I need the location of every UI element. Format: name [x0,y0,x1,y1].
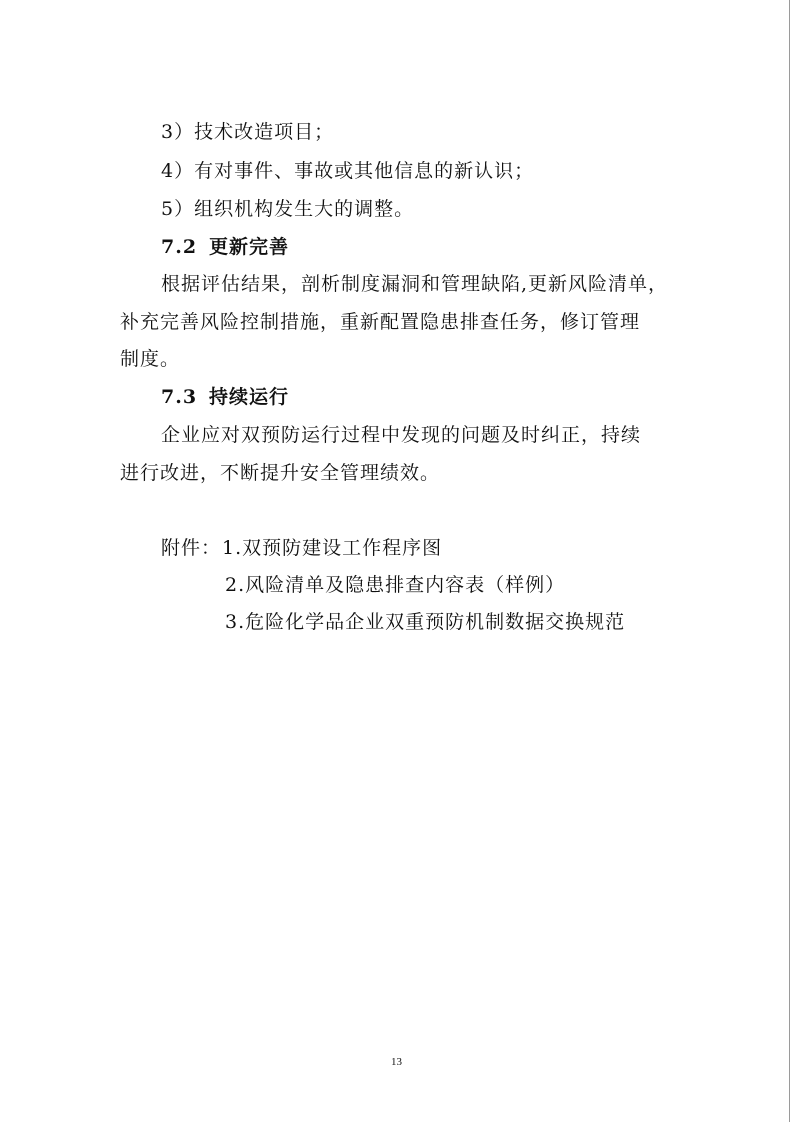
list-item-4: 4）有对事件、事故或其他信息的新认识； [161,160,535,182]
scan-edge-line [789,0,790,1122]
section-title: 持续运行 [209,386,290,408]
section-number: 7.3 [161,386,198,408]
section-number: 7.2 [161,236,198,258]
list-item-5: 5）组织机构发生大的调整。 [161,198,415,220]
paragraph-line: 进行改进，不断提升安全管理绩效。 [120,462,441,484]
paragraph-line: 制度。 [120,348,181,370]
section-heading-7-2 [161,235,289,259]
list-item-3: 3）技术改造项目； [161,121,335,143]
paragraph-line: 根据评估结果，剖析制度漏洞和管理缺陷,更新风险清单， [161,273,669,295]
paragraph-line: 企业应对双预防运行过程中发现的问题及时纠正，持续 [161,424,642,446]
page-number: 13 [391,1056,402,1068]
attachment-item-1: 1.双预防建设工作程序图 [222,537,443,559]
attachment-item-2: 2.风险清单及隐患排查内容表（样例） [225,574,566,596]
attachment-item-3: 3.危险化学品企业双重预防机制数据交换规范 [225,611,626,633]
paragraph-line: 补充完善风险控制措施，重新配置隐患排查任务，修订管理 [120,311,641,333]
section-heading-7-3 [161,385,289,409]
attachments-label: 附件： [161,537,222,559]
section-title: 更新完善 [209,236,290,258]
